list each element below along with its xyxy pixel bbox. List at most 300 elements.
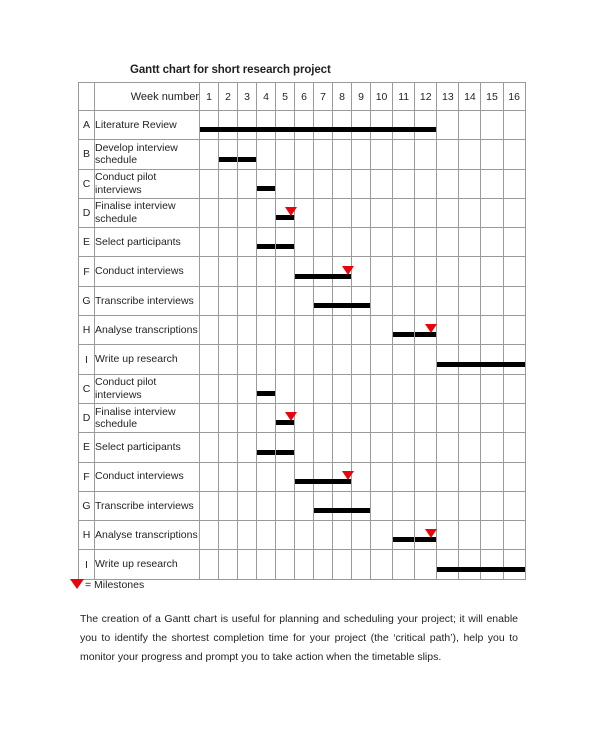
- week-cell-15: [481, 462, 503, 491]
- task-name-cell: [95, 198, 200, 227]
- task-bar-segment: [352, 508, 370, 513]
- week-number-15: 15: [481, 83, 503, 111]
- task-bar-segment: [504, 567, 525, 572]
- week-cell-4: [257, 345, 276, 374]
- task-bar-segment: [415, 127, 436, 132]
- task-name-cell: [95, 433, 200, 462]
- week-cell-5: [276, 169, 295, 198]
- week-cell-16: [503, 140, 525, 169]
- week-cell-9: [352, 491, 371, 520]
- week-cell-7: [314, 111, 333, 140]
- week-cell-13: [437, 345, 459, 374]
- week-cell-2: [219, 169, 238, 198]
- description-paragraph: The creation of a Gantt chart is useful for planning and scheduling your project; it will enable you to identify the shortest completion time for your project (the ‘critical path’), help you to monitor your progress and prompt you to take action when the timetable slips.: [80, 613, 518, 663]
- week-cell-9: [352, 403, 371, 432]
- week-cell-7: [314, 521, 333, 550]
- week-cell-9: [352, 374, 371, 403]
- week-cell-13: [437, 462, 459, 491]
- week-cell-13: [437, 433, 459, 462]
- week-cell-8: [333, 286, 352, 315]
- week-cell-10: [371, 521, 393, 550]
- week-cell-6: [295, 111, 314, 140]
- week-cell-15: [481, 550, 503, 579]
- week-cell-13: [437, 111, 459, 140]
- week-cell-10: [371, 228, 393, 257]
- row-letter: C: [79, 169, 95, 198]
- week-cell-5: [276, 491, 295, 520]
- week-cell-10: [371, 550, 393, 579]
- week-cell-4: [257, 198, 276, 227]
- task-bar-segment: [276, 450, 294, 455]
- week-cell-8: [333, 462, 352, 491]
- week-cell-5: [276, 374, 295, 403]
- week-cell-16: [503, 198, 525, 227]
- week-cell-8: [333, 198, 352, 227]
- legend-label: = Milestones: [85, 579, 145, 591]
- milestone-triangle-icon: [425, 529, 437, 538]
- week-cell-11: [393, 198, 415, 227]
- task-bar-segment: [458, 567, 481, 572]
- week-cell-4: [257, 374, 276, 403]
- task-bar-segment: [313, 127, 333, 132]
- week-cell-14: [459, 198, 481, 227]
- task-bar-segment: [332, 127, 352, 132]
- milestone-legend: [70, 579, 144, 591]
- table-row: [79, 316, 526, 345]
- table-row: [79, 140, 526, 169]
- task-bar-segment: [392, 127, 415, 132]
- week-cell-14: [459, 257, 481, 286]
- task-name-cell: [95, 521, 200, 550]
- task-bar-segment: [313, 479, 333, 484]
- week-cell-1: [200, 433, 219, 462]
- week-cell-10: [371, 374, 393, 403]
- week-cell-7: [314, 374, 333, 403]
- week-cell-15: [481, 374, 503, 403]
- week-cell-10: [371, 403, 393, 432]
- week-cell-6: [295, 462, 314, 491]
- week-cell-1: [200, 374, 219, 403]
- week-cell-12: [415, 550, 437, 579]
- week-cell-14: [459, 403, 481, 432]
- gantt-table: [78, 82, 526, 580]
- week-cell-7: [314, 198, 333, 227]
- week-cell-6: [295, 374, 314, 403]
- week-cell-16: [503, 403, 525, 432]
- task-label: Conduct interviews: [95, 470, 184, 483]
- milestone-triangle-icon: [342, 266, 354, 275]
- milestone-triangle-icon: [342, 471, 354, 480]
- week-cell-7: [314, 403, 333, 432]
- week-cell-10: [371, 491, 393, 520]
- week-cell-5: [276, 316, 295, 345]
- task-bar-segment: [257, 391, 275, 396]
- week-cell-13: [437, 491, 459, 520]
- week-cell-15: [481, 286, 503, 315]
- row-letter: G: [79, 491, 95, 520]
- week-cell-16: [503, 345, 525, 374]
- week-cell-9: [352, 169, 371, 198]
- week-cell-9: [352, 286, 371, 315]
- week-cell-14: [459, 521, 481, 550]
- task-name-cell: [95, 228, 200, 257]
- week-cell-4: [257, 521, 276, 550]
- week-cell-11: [393, 550, 415, 579]
- week-cell-16: [503, 257, 525, 286]
- week-cell-4: [257, 111, 276, 140]
- row-letter: C: [79, 374, 95, 403]
- task-bar-segment: [351, 127, 371, 132]
- week-cell-15: [481, 491, 503, 520]
- week-cell-16: [503, 316, 525, 345]
- task-name-cell: [95, 403, 200, 432]
- week-cell-3: [238, 286, 257, 315]
- week-cell-12: [415, 462, 437, 491]
- week-cell-6: [295, 491, 314, 520]
- task-label: Analyse transcriptions: [95, 529, 198, 541]
- week-cell-6: [295, 286, 314, 315]
- week-cell-11: [393, 316, 415, 345]
- week-cell-8: [333, 403, 352, 432]
- week-cell-3: [238, 345, 257, 374]
- week-cell-13: [437, 257, 459, 286]
- week-cell-3: [238, 374, 257, 403]
- task-label: Finalise interview schedule: [95, 200, 176, 226]
- week-cell-8: [333, 433, 352, 462]
- week-cell-5: [276, 462, 295, 491]
- week-number-14: 14: [459, 83, 481, 111]
- week-cell-6: [295, 345, 314, 374]
- week-cell-4: [257, 433, 276, 462]
- table-header: [79, 83, 526, 111]
- week-cell-6: [295, 140, 314, 169]
- week-cell-9: [352, 316, 371, 345]
- table-row: [79, 521, 526, 550]
- week-cell-7: [314, 140, 333, 169]
- week-cell-16: [503, 169, 525, 198]
- week-cell-11: [393, 374, 415, 403]
- week-cell-4: [257, 550, 276, 579]
- task-label: Analyse transcriptions: [95, 323, 198, 336]
- week-cell-12: [415, 140, 437, 169]
- week-cell-4: [257, 140, 276, 169]
- task-bar-segment: [218, 127, 238, 132]
- week-cell-11: [393, 228, 415, 257]
- week-cell-14: [459, 111, 481, 140]
- week-number-2: 2: [219, 83, 238, 111]
- week-cell-10: [371, 345, 393, 374]
- task-bar-segment: [237, 127, 257, 132]
- week-cell-7: [314, 462, 333, 491]
- week-cell-2: [219, 550, 238, 579]
- week-cell-10: [371, 462, 393, 491]
- week-cell-2: [219, 345, 238, 374]
- task-bar-segment: [437, 362, 458, 367]
- week-cell-13: [437, 169, 459, 198]
- week-cell-12: [415, 374, 437, 403]
- week-cell-8: [333, 345, 352, 374]
- milestone-triangle-icon: [70, 579, 84, 589]
- week-cell-5: [276, 345, 295, 374]
- week-cell-14: [459, 433, 481, 462]
- week-cell-7: [314, 228, 333, 257]
- week-cell-12: [415, 111, 437, 140]
- week-cell-3: [238, 521, 257, 550]
- task-bar-segment: [295, 274, 313, 279]
- week-cell-1: [200, 491, 219, 520]
- week-cell-13: [437, 550, 459, 579]
- week-cell-3: [238, 491, 257, 520]
- task-bar-segment: [393, 332, 414, 337]
- week-cell-5: [276, 433, 295, 462]
- week-cell-10: [371, 257, 393, 286]
- week-cell-6: [295, 521, 314, 550]
- task-bar-segment: [275, 127, 295, 132]
- week-cell-16: [503, 228, 525, 257]
- row-letter: D: [79, 198, 95, 227]
- week-number-3: 3: [238, 83, 257, 111]
- week-cell-2: [219, 228, 238, 257]
- week-cell-9: [352, 198, 371, 227]
- week-cell-15: [481, 316, 503, 345]
- week-cell-5: [276, 403, 295, 432]
- week-cell-16: [503, 111, 525, 140]
- week-cell-3: [238, 228, 257, 257]
- row-letter: F: [79, 257, 95, 286]
- task-bar-segment: [238, 157, 256, 162]
- table-row: [79, 491, 526, 520]
- week-cell-8: [333, 491, 352, 520]
- week-cell-7: [314, 316, 333, 345]
- table-row: [79, 345, 526, 374]
- week-number-10: 10: [371, 83, 393, 111]
- week-cell-3: [238, 433, 257, 462]
- task-bar-segment: [256, 127, 276, 132]
- week-cell-3: [238, 198, 257, 227]
- week-cell-6: [295, 257, 314, 286]
- week-cell-10: [371, 111, 393, 140]
- week-cell-2: [219, 491, 238, 520]
- table-row: [79, 462, 526, 491]
- task-label: Conduct interviews: [95, 265, 184, 278]
- week-cell-1: [200, 286, 219, 315]
- week-cell-5: [276, 198, 295, 227]
- task-bar-segment: [504, 362, 525, 367]
- week-cell-14: [459, 374, 481, 403]
- header-letter-cell: [79, 83, 95, 111]
- week-number-16: 16: [503, 83, 525, 111]
- table-body: [79, 111, 526, 580]
- week-cell-2: [219, 316, 238, 345]
- week-cell-14: [459, 316, 481, 345]
- week-cell-11: [393, 345, 415, 374]
- week-cell-12: [415, 257, 437, 286]
- task-label: Write up research: [95, 558, 178, 571]
- task-label: Finalise interview schedule: [95, 405, 176, 431]
- week-cell-10: [371, 198, 393, 227]
- task-bar-segment: [294, 127, 314, 132]
- task-bar-segment: [219, 157, 237, 162]
- week-number-8: 8: [333, 83, 352, 111]
- week-cell-10: [371, 316, 393, 345]
- milestone-triangle-icon: [425, 324, 437, 333]
- week-cell-5: [276, 140, 295, 169]
- task-label: Conduct pilot interviews: [95, 171, 157, 196]
- week-cell-9: [352, 257, 371, 286]
- week-cell-15: [481, 228, 503, 257]
- task-name-cell: [95, 316, 200, 345]
- week-cell-7: [314, 550, 333, 579]
- week-cell-4: [257, 169, 276, 198]
- task-name-cell: [95, 286, 200, 315]
- task-bar-segment: [200, 127, 218, 132]
- task-bar-segment: [332, 508, 352, 513]
- task-label: Transcribe interviews: [95, 499, 194, 512]
- week-cell-7: [314, 286, 333, 315]
- week-number-11: 11: [393, 83, 415, 111]
- week-cell-1: [200, 403, 219, 432]
- table-row: [79, 374, 526, 403]
- week-cell-11: [393, 521, 415, 550]
- task-bar-segment: [458, 362, 481, 367]
- week-cell-12: [415, 198, 437, 227]
- row-letter: H: [79, 521, 95, 550]
- week-cell-2: [219, 111, 238, 140]
- week-cell-4: [257, 286, 276, 315]
- task-bar-segment: [314, 508, 332, 513]
- row-letter: I: [79, 345, 95, 374]
- week-cell-11: [393, 491, 415, 520]
- row-letter: E: [79, 433, 95, 462]
- week-cell-11: [393, 433, 415, 462]
- task-name-cell: [95, 550, 200, 579]
- week-cell-12: [415, 316, 437, 345]
- page-title: Gantt chart for short research project: [130, 64, 331, 76]
- week-cell-6: [295, 433, 314, 462]
- week-cell-14: [459, 550, 481, 579]
- week-cell-1: [200, 550, 219, 579]
- week-cell-14: [459, 140, 481, 169]
- week-cell-14: [459, 228, 481, 257]
- week-cell-9: [352, 228, 371, 257]
- week-cell-16: [503, 491, 525, 520]
- week-cell-11: [393, 462, 415, 491]
- task-name-cell: [95, 169, 200, 198]
- week-cell-2: [219, 433, 238, 462]
- week-cell-8: [333, 140, 352, 169]
- row-letter: E: [79, 228, 95, 257]
- task-bar-segment: [352, 303, 370, 308]
- week-cell-11: [393, 169, 415, 198]
- task-name-cell: [95, 111, 200, 140]
- week-cell-14: [459, 491, 481, 520]
- week-cell-2: [219, 286, 238, 315]
- week-cell-15: [481, 345, 503, 374]
- task-bar-segment: [314, 303, 332, 308]
- week-number-13: 13: [437, 83, 459, 111]
- week-number-12: 12: [415, 83, 437, 111]
- task-name-cell: [95, 140, 200, 169]
- week-cell-6: [295, 198, 314, 227]
- week-cell-9: [352, 550, 371, 579]
- week-cell-5: [276, 111, 295, 140]
- row-letter: I: [79, 550, 95, 579]
- week-number-1: 1: [200, 83, 219, 111]
- week-cell-1: [200, 462, 219, 491]
- task-label: Select participants: [95, 236, 181, 249]
- week-cell-9: [352, 433, 371, 462]
- week-cell-7: [314, 257, 333, 286]
- week-cell-6: [295, 550, 314, 579]
- week-cell-2: [219, 462, 238, 491]
- table-row: [79, 228, 526, 257]
- task-name-cell: [95, 257, 200, 286]
- task-bar-segment: [257, 450, 275, 455]
- week-cell-8: [333, 374, 352, 403]
- table-row: [79, 257, 526, 286]
- week-cell-3: [238, 462, 257, 491]
- week-cell-2: [219, 198, 238, 227]
- week-cell-3: [238, 169, 257, 198]
- table-row: [79, 198, 526, 227]
- week-cell-10: [371, 433, 393, 462]
- task-name-cell: [95, 345, 200, 374]
- week-cell-16: [503, 521, 525, 550]
- week-cell-6: [295, 228, 314, 257]
- week-cell-7: [314, 491, 333, 520]
- week-cell-2: [219, 403, 238, 432]
- week-cell-8: [333, 169, 352, 198]
- task-bar-segment: [276, 244, 294, 249]
- week-number-4: 4: [257, 83, 276, 111]
- week-cell-13: [437, 228, 459, 257]
- week-cell-4: [257, 403, 276, 432]
- task-label: Develop interview schedule: [95, 141, 178, 167]
- week-cell-5: [276, 228, 295, 257]
- week-cell-1: [200, 345, 219, 374]
- week-cell-16: [503, 286, 525, 315]
- week-cell-11: [393, 140, 415, 169]
- week-cell-3: [238, 316, 257, 345]
- week-cell-1: [200, 316, 219, 345]
- row-letter: D: [79, 403, 95, 432]
- week-cell-3: [238, 257, 257, 286]
- task-label: Literature Review: [95, 118, 177, 131]
- week-cell-14: [459, 286, 481, 315]
- week-cell-9: [352, 345, 371, 374]
- week-cell-11: [393, 286, 415, 315]
- week-cell-1: [200, 198, 219, 227]
- task-name-cell: [95, 374, 200, 403]
- week-cell-4: [257, 462, 276, 491]
- week-cell-16: [503, 433, 525, 462]
- week-cell-3: [238, 550, 257, 579]
- week-cell-8: [333, 550, 352, 579]
- week-cell-8: [333, 521, 352, 550]
- week-cell-13: [437, 374, 459, 403]
- milestone-triangle-icon: [285, 207, 297, 216]
- task-bar-segment: [370, 127, 393, 132]
- task-label: Write up research: [95, 353, 178, 366]
- week-cell-13: [437, 140, 459, 169]
- week-cell-9: [352, 521, 371, 550]
- week-cell-6: [295, 169, 314, 198]
- week-cell-7: [314, 433, 333, 462]
- table-row: [79, 286, 526, 315]
- week-cell-13: [437, 198, 459, 227]
- week-cell-2: [219, 374, 238, 403]
- table-row: [79, 111, 526, 140]
